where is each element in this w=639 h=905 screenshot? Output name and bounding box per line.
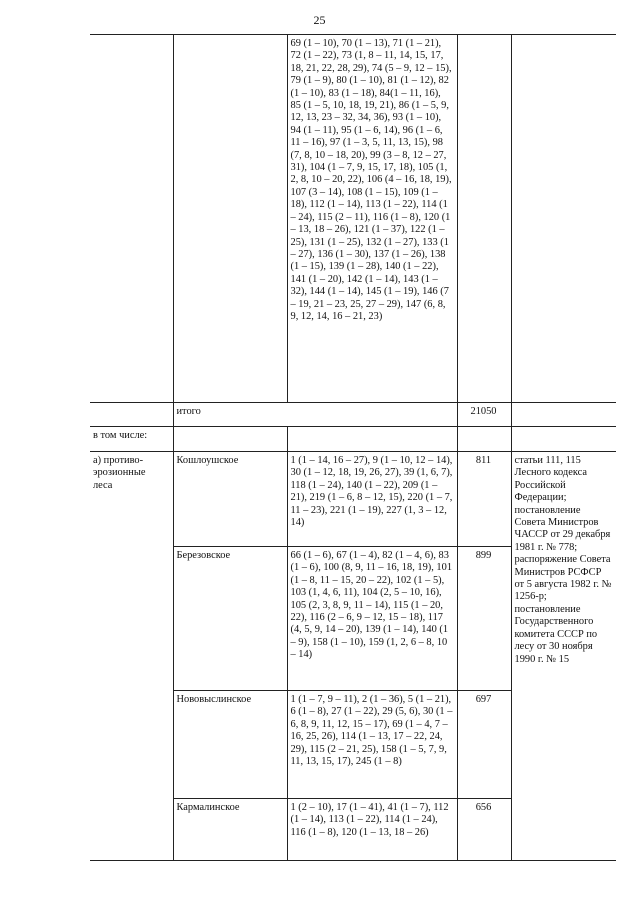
- forestry-name: Кошлоушское: [173, 452, 287, 547]
- quarters-cell: 1 (1 – 14, 16 – 27), 9 (1 – 10, 12 – 14), 30 (1 – 12, 18, 19, 26, 27), 39 (1, 6, 7), 118 (1 – 24), 140 (1 – 22), 209 (1 – 21), 219 (1 – 6, 8 – 12, 15), 220 (1 – 7, 11 – 23), 221 (1 – 19), 227 (1, 3 – 12, 14): [287, 452, 457, 547]
- cell-empty: [173, 427, 287, 452]
- cell-empty: [511, 35, 616, 403]
- section-label: в том числе:: [90, 427, 173, 452]
- area-value: 899: [457, 547, 511, 691]
- quarters-cell: 66 (1 – 6), 67 (1 – 4), 82 (1 – 4, 6), 83 (1 – 6), 100 (8, 9, 11 – 16, 18, 19), 101 (1 – 8, 11 – 15, 20 – 22), 102 (1 – 5), 103 (1, 4, 6, 11), 104 (2, 5 – 10, 16), 105 (2, 3, 8, 9, 11 – 14), 115 (1 – 20, 22), 116 (2 – 6, 9 – 12, 15 – 18), 117 (4, 5, 9, 14 – 20), 139 (1 – 14), 140 (1 – 9), 158 (1 – 10), 159 (1, 2, 6 – 8, 10 – 14): [287, 547, 457, 691]
- quarters-cell: 69 (1 – 10), 70 (1 – 13), 71 (1 – 21), 72 (1 – 22), 73 (1, 8 – 11, 14, 15, 17, 18, 21, 22, 28, 29), 74 (5 – 9, 12 – 15), 79 (1 – 9), 80 (1 – 10), 81 (1 – 12), 82 (1 – 10), 83 (1 – 18), 84(1 – 11, 16), 85 (1 – 5, 10, 18, 19, 21), 86 (1 – 5, 9, 12, 13, 23 – 32, 34, 36), 93 (1 – 10), 94 (1 – 11), 95 (1 – 6, 14), 96 (1 – 6, 11 – 16), 97 (1 – 3, 5, 11, 13, 15), 98 (7, 8, 10 – 18, 20), 99 (3 – 8, 12 – 27, 31), 104 (1 – 7, 9, 15, 17, 18), 105 (1, 2, 8, 10 – 20, 22), 106 (4 – 16, 18, 19), 107 (3 – 14), 108 (1 – 15), 109 (1 – 18), 112 (1 – 14), 113 (1 – 22), 114 (1 – 24), 115 (2 – 11), 116 (1 – 8), 120 (1 – 13, 18 – 26), 121 (1 – 37), 122 (1 – 25), 131 (1 – 25), 132 (1 – 27), 133 (1 – 27), 136 (1 – 30), 137 (1 – 26), 138 (1 – 15), 139 (1 – 28), 140 (1 – 22), 141 (1 – 20), 142 (1 – 14), 143 (1 – 32), 144 (1 – 14), 145 (1 – 19), 146 (7 – 19, 21 – 23, 25, 27 – 29), 147 (6, 8, 9, 12, 14, 16 – 21, 23): [287, 35, 457, 403]
- forest-table: [90, 34, 616, 861]
- cell-empty: [90, 35, 173, 403]
- cell-empty: [457, 35, 511, 403]
- legal-basis: статьи 111, 115 Лесного кодекса Российской Федерации; постановление Совета Министров ЧАССР от 29 декабря 1981 г. № 778; распоряжение Совета Министров РСФСР от 5 августа 1982 г. № 1256-р; постановление Государственного комитета СССР по лесу от 30 ноября 1990 г. № 15: [511, 452, 616, 861]
- cell-empty: [511, 403, 616, 427]
- quarters-cell: 1 (1 – 7, 9 – 11), 2 (1 – 36), 5 (1 – 21), 6 (1 – 8), 27 (1 – 22), 29 (5, 6), 30 (1 – 6, 8, 9, 11, 12, 15 – 17), 69 (1 – 4, 7 – 16, 25, 26), 114 (1 – 13, 17 – 22, 24, 29), 115 (2 – 21, 25), 158 (1 – 5, 7, 9, 11, 13, 15, 17), 245 (1 – 8): [287, 691, 457, 799]
- forestry-name: Нововыслинское: [173, 691, 287, 799]
- cell-empty: [173, 35, 287, 403]
- table-row: [90, 452, 616, 547]
- cell-empty: [511, 427, 616, 452]
- area-value: 656: [457, 799, 511, 861]
- cell-empty: [287, 427, 457, 452]
- area-value: 811: [457, 452, 511, 547]
- category-label: а) противо- эрозионные леса: [90, 452, 173, 861]
- itogo-label: итого: [173, 403, 457, 427]
- quarters-cell: 1 (2 – 10), 17 (1 – 41), 41 (1 – 7), 112 (1 – 14), 113 (1 – 22), 114 (1 – 24), 116 (1 – 8), 120 (1 – 13, 18 – 26): [287, 799, 457, 861]
- table-row-continuation: [90, 35, 616, 403]
- cell-empty: [457, 427, 511, 452]
- table-row-section: [90, 427, 616, 452]
- table-row-itogo: [90, 403, 616, 427]
- forestry-name: Березовское: [173, 547, 287, 691]
- page-number: 25: [313, 13, 326, 27]
- itogo-value: 21050: [457, 403, 511, 427]
- area-value: 697: [457, 691, 511, 799]
- forestry-name: Кармалинское: [173, 799, 287, 861]
- cell-empty: [90, 403, 173, 427]
